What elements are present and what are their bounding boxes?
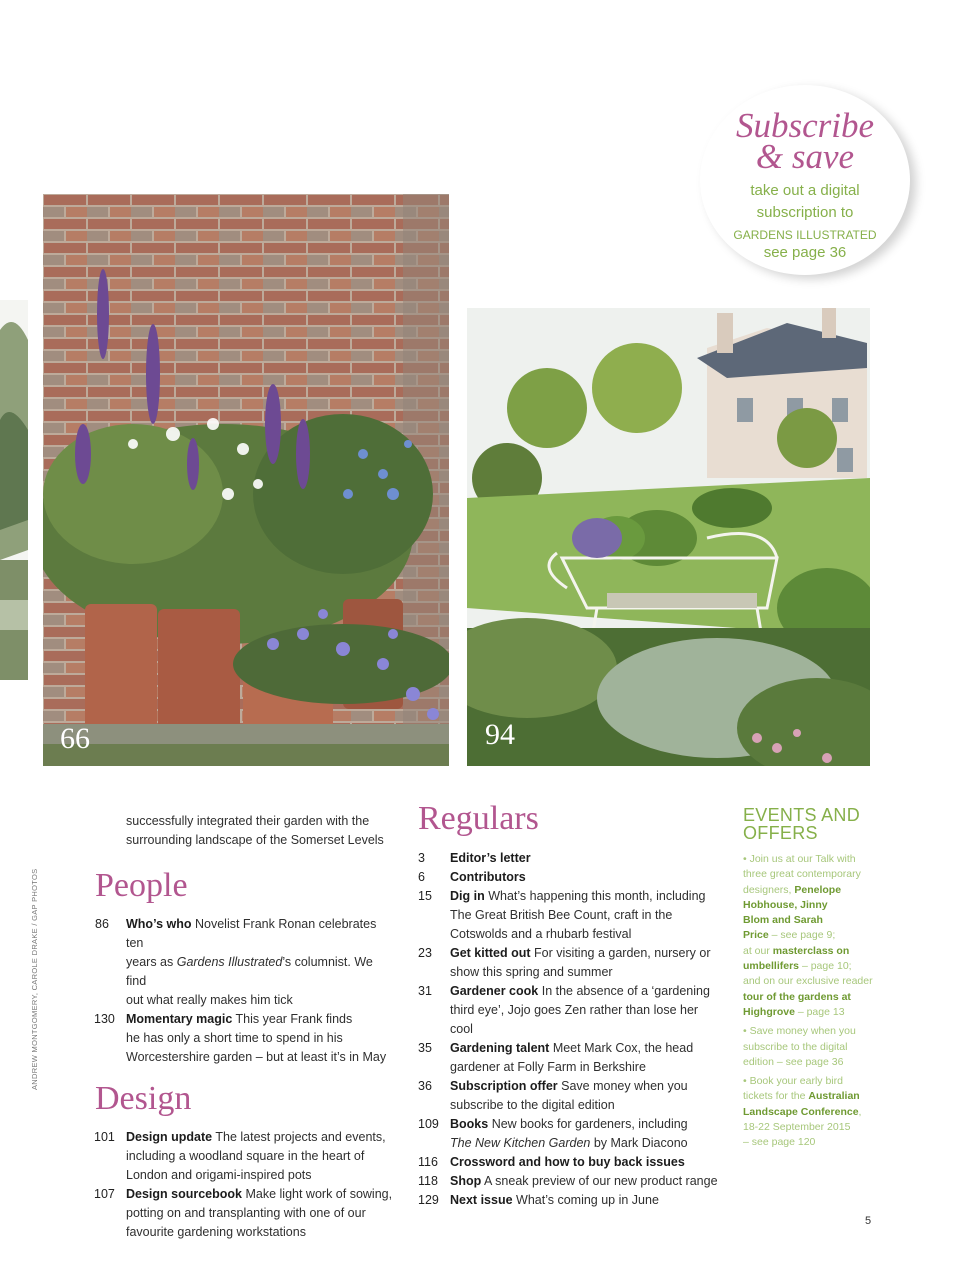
entry-page-number: 109 [418, 1117, 439, 1131]
events-offers-column [743, 806, 893, 1151]
entry-page-number: 129 [418, 1193, 439, 1207]
subscribe-title [700, 106, 910, 176]
subscribe-title-line-2: & save [755, 137, 855, 176]
entry-text: potting on and transplanting with one of our [126, 1206, 366, 1220]
event-text: – page 10; [799, 960, 852, 973]
page-number-94[interactable]: 94 [485, 718, 515, 751]
subscribe-promo-circle[interactable] [700, 85, 910, 275]
intro-tail [95, 812, 395, 850]
entry-title: Subscription offer [450, 1079, 558, 1093]
event-highlight: Australian [808, 1090, 860, 1103]
entry-page-number: 86 [95, 917, 109, 931]
entry-text: show this spring and summer [450, 965, 613, 979]
entry-page-number: 101 [94, 1130, 115, 1144]
page-number-66[interactable]: 66 [60, 722, 90, 755]
entry-page-number: 118 [418, 1174, 438, 1188]
subscribe-line-3: GARDENS ILLUSTRATED [733, 228, 877, 242]
entry-page-number: 107 [94, 1187, 115, 1201]
entry-page-number: 31 [418, 984, 432, 998]
entry-text: ’s columnist. We find [126, 955, 373, 988]
entry-title: Momentary magic [126, 1012, 233, 1026]
regulars-list [418, 849, 718, 1210]
entry-text: favourite gardening workstations [126, 1225, 306, 1239]
entry-text: subscribe to the digital edition [450, 1098, 615, 1112]
entry-italic-text: The New Kitchen Garden [450, 1136, 591, 1150]
contents-entry[interactable] [418, 887, 718, 944]
event-text: tickets for the [743, 1090, 809, 1103]
event-text: • Book your early bird [743, 1075, 843, 1088]
entry-text: Novelist Frank Ronan celebrates ten [126, 917, 377, 950]
edge-photo-illustration [0, 300, 28, 765]
event-item-subscription[interactable] [743, 1024, 893, 1070]
event-item-talk[interactable] [743, 852, 893, 1020]
entry-text: including a woodland square in the heart of [126, 1149, 365, 1163]
event-highlight: tour of the gardens at [743, 990, 851, 1003]
entry-text: Make light work of sowing, [245, 1187, 393, 1201]
entry-page-number: 6 [418, 870, 425, 884]
entry-text: Worcestershire garden – but at least it’s in May [126, 1050, 387, 1064]
contents-entry[interactable] [418, 1039, 718, 1077]
event-text: three great contemporary [743, 868, 861, 881]
entry-text: The latest projects and events, [215, 1130, 386, 1144]
entry-title: Crossword and how to buy back issues [450, 1155, 685, 1169]
entry-page-number: 36 [418, 1079, 432, 1093]
photo-terracotta-pots [43, 194, 449, 766]
entry-title: Editor’s letter [450, 851, 531, 865]
contents-entry[interactable] [95, 915, 395, 1010]
entry-title: Next issue [450, 1193, 513, 1207]
garden-illustration [467, 308, 870, 766]
event-text: and on our exclusive reader [743, 975, 873, 988]
contents-entry[interactable] [418, 1172, 718, 1191]
previous-page-photo-edge [0, 300, 28, 765]
event-text: • Join us at our Talk with [743, 853, 856, 865]
pots-illustration [43, 194, 449, 766]
event-text: designers, [743, 883, 795, 896]
entry-text: A sneak preview of our new product range [484, 1174, 718, 1188]
events-heading-line-2: OFFERS [743, 823, 818, 843]
entry-title: Get kitted out [450, 946, 531, 960]
event-highlight: Blom and Sarah [743, 914, 823, 927]
entry-text: he has only a short time to spend in his [126, 1031, 343, 1045]
subscribe-see-page[interactable]: see page 36 [763, 244, 847, 261]
entry-page-number: 130 [94, 1012, 115, 1026]
event-text: – page 13 [794, 1005, 845, 1018]
entry-page-number: 23 [418, 946, 432, 960]
contents-entry[interactable] [418, 849, 718, 868]
entry-text: What’s happening this month, including [488, 889, 706, 903]
regulars-column [418, 800, 718, 1210]
contents-entry[interactable] [418, 1115, 718, 1153]
entry-text: For visiting a garden, nursery or [534, 946, 711, 960]
contents-entry[interactable] [418, 868, 718, 887]
entry-title: Shop [450, 1174, 482, 1188]
entry-text: gardener at Folly Farm in Berkshire [450, 1060, 646, 1074]
subscribe-line-1: take out a digital [750, 182, 860, 199]
entry-text: by Mark Diacono [590, 1136, 688, 1150]
event-highlight: Price [743, 929, 769, 942]
contents-entry[interactable] [418, 982, 718, 1039]
page-folio: 5 [865, 1215, 872, 1227]
entry-title: Gardening talent [450, 1041, 550, 1055]
entry-title: Contributors [450, 870, 526, 884]
section-heading-people: People [95, 867, 188, 904]
event-text: 18-22 September 2015 [743, 1121, 851, 1134]
entry-title: Design update [126, 1130, 213, 1144]
section-heading-design: Design [95, 1080, 192, 1117]
event-text: at our [743, 944, 773, 957]
entry-title: Gardener cook [450, 984, 539, 998]
entry-text: Meet Mark Cox, the head [552, 1041, 694, 1055]
event-highlight: Penelope [794, 883, 842, 896]
entry-text: In the absence of a ‘gardening [541, 984, 710, 998]
event-text: , [858, 1105, 862, 1118]
event-text: • Save money when you [743, 1025, 856, 1038]
entry-text: third eye’, Jojo goes Zen rather than lose her cool [450, 1003, 699, 1036]
event-text: subscribe to the digital [743, 1040, 848, 1053]
entry-page-number: 116 [418, 1155, 438, 1169]
entry-page-number: 35 [418, 1041, 432, 1055]
event-item-conference[interactable] [743, 1074, 893, 1150]
entry-text: The Great British Bee Count, craft in the [450, 908, 673, 922]
contents-entry[interactable] [95, 1010, 395, 1067]
event-highlight: Hobhouse, Jinny [743, 898, 828, 911]
events-offers-heading [743, 806, 893, 842]
entry-italic-text: Gardens Illustrated [176, 955, 283, 969]
event-text: – see page 9; [768, 929, 836, 942]
entry-title: Who’s who [126, 917, 192, 931]
entry-text: Save money when you [561, 1079, 688, 1093]
entry-title: Design sourcebook [126, 1187, 242, 1201]
entry-text: This year Frank finds [235, 1012, 353, 1026]
event-highlight: Landscape Conference [743, 1105, 859, 1118]
entry-page-number: 15 [418, 889, 432, 903]
event-text: edition – see page 36 [743, 1055, 844, 1068]
contents-entry[interactable] [418, 1077, 718, 1115]
entry-text: years as [126, 955, 177, 969]
contents-entry[interactable] [418, 944, 718, 982]
entry-text: New books for gardeners, including [491, 1117, 688, 1131]
entry-text: London and origami-inspired pots [126, 1168, 312, 1182]
intro-tail-line-2: surrounding landscape of the Somerset Levels [126, 833, 384, 847]
event-highlight: masterclass on [772, 944, 850, 957]
entry-title: Dig in [450, 889, 485, 903]
contents-entry[interactable] [418, 1191, 718, 1210]
contents-entry[interactable] [95, 1128, 395, 1185]
event-highlight: Highgrove [743, 1005, 795, 1018]
contents-entry[interactable] [418, 1153, 718, 1172]
entry-title: Books [450, 1117, 489, 1131]
entry-text: What’s coming up in June [516, 1193, 659, 1207]
section-heading-regulars: Regulars [418, 800, 539, 837]
event-text: – see page 120 [743, 1136, 816, 1149]
photo-credit: ANDREW MONTGOMERY, CAROLE DRAKE / GAP PHOTOS [30, 868, 39, 1090]
contents-entry[interactable] [95, 1185, 395, 1242]
photo-garden-bench [467, 308, 870, 766]
events-heading-line-1: EVENTS AND [743, 805, 861, 825]
entry-page-number: 3 [418, 851, 425, 865]
entry-text: Cotswolds and a rhubarb festival [450, 927, 632, 941]
event-highlight: umbellifers [743, 960, 800, 973]
entry-text: out what really makes him tick [126, 993, 293, 1007]
subscribe-title-line-1: Subscribe [735, 106, 875, 145]
intro-tail-line-1: successfully integrated their garden with the [126, 814, 370, 828]
subscribe-line-2: subscription to [756, 204, 854, 221]
left-column [95, 812, 395, 1242]
